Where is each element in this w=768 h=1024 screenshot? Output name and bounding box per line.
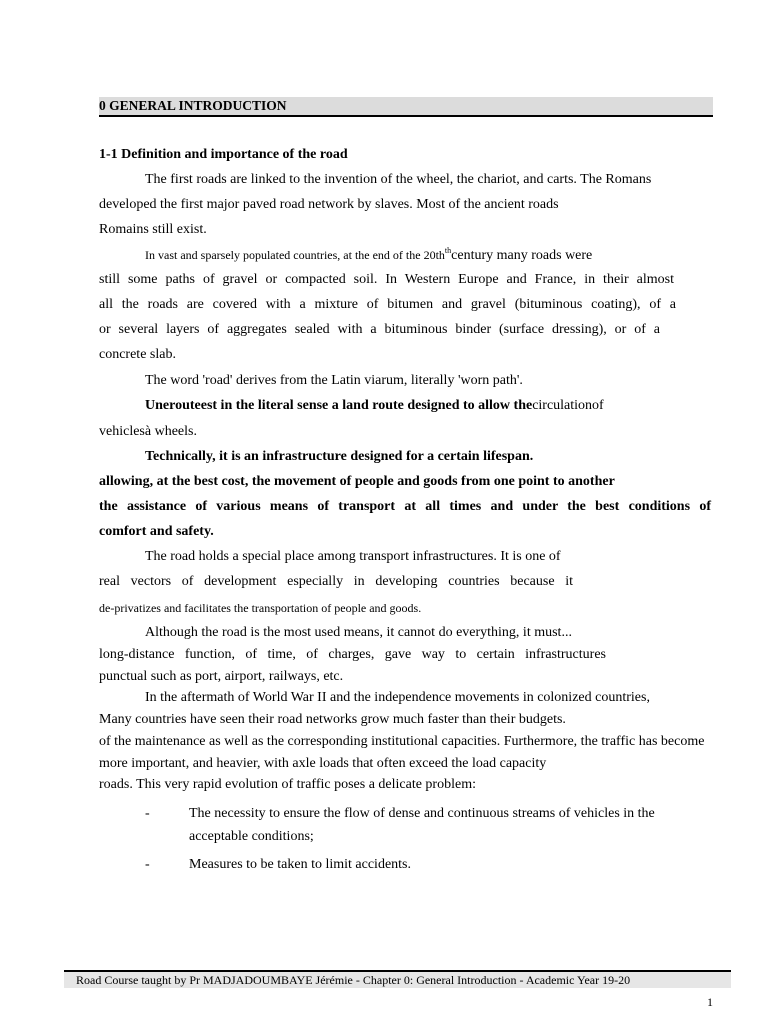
paragraph-line: comfort and safety.	[99, 524, 214, 539]
paragraph-line: vehiclesà wheels.	[99, 424, 197, 439]
paragraph-line: still some paths of gravel or compacted soil. In Western Europe and France, in their almost	[99, 272, 674, 287]
paragraph-line: de-privatizes and facilitates the transportation of people and goods.	[99, 601, 422, 615]
bold-part: Unerouteest in the literal sense a land route designed to allow the	[145, 398, 533, 413]
paragraph-line: long-distance function, of time, of charges, gave way to certain infrastructures	[99, 647, 606, 662]
bullet-item-text: Measures to be taken to limit accidents.	[189, 857, 411, 872]
paragraph-line: The first roads are linked to the invention of the wheel, the chariot, and carts. The Romans	[145, 172, 652, 187]
paragraph-line	[145, 246, 592, 265]
paragraph-line: the assistance of various means of transport at all times and under the best conditions of	[99, 499, 711, 514]
paragraph-line-small-part: In vast and sparsely populated countries, at the end of the 20th	[145, 248, 445, 262]
paragraph-line-part: century many roads were	[451, 248, 593, 263]
paragraph-line: Technically, it is an infrastructure designed for a certain lifespan.	[145, 449, 534, 464]
paragraph-line: or several layers of aggregates sealed with a bituminous binder (surface dressing), or of a	[99, 322, 660, 337]
paragraph-line: of the maintenance as well as the corresponding institutional capacities. Furthermore, the traffic has become	[99, 734, 705, 749]
bullet-marker: -	[145, 857, 150, 872]
paragraph-line: allowing, at the best cost, the movement of people and goods from one point to another	[99, 474, 615, 489]
superscript: th	[444, 246, 452, 255]
paragraph-line: Although the road is the most used means, it cannot do everything, it must...	[145, 625, 572, 640]
paragraph-line: concrete slab.	[99, 347, 176, 362]
paragraph-line: The word 'road' derives from the Latin viarum, literally 'worn path'.	[145, 373, 523, 388]
paragraph-line: Romains still exist.	[99, 222, 207, 237]
paragraph-line: The road holds a special place among transport infrastructures. It is one of	[145, 549, 561, 564]
page-number: 1	[707, 995, 713, 1009]
paragraph-line: more important, and heavier, with axle loads that often exceed the load capacity	[99, 756, 547, 771]
paragraph-line: In the aftermath of World War II and the independence movements in colonized countries,	[145, 690, 650, 705]
footer-text: Road Course taught by Pr MADJADOUMBAYE Jérémie - Chapter 0: General Introduction - Academic Year 19-20	[76, 973, 631, 987]
regular-part: circulationof	[532, 398, 604, 413]
paragraph-line	[145, 397, 604, 415]
chapter-title: 0 GENERAL INTRODUCTION	[99, 98, 287, 113]
paragraph-line: roads. This very rapid evolution of traffic poses a delicate problem:	[99, 777, 476, 792]
bullet-marker: -	[145, 806, 150, 821]
bullet-item-text-continued: acceptable conditions;	[189, 829, 314, 844]
paragraph-line: Many countries have seen their road networks grow much faster than their budgets.	[99, 712, 566, 727]
paragraph-line: developed the first major paved road network by slaves. Most of the ancient roads	[99, 197, 559, 212]
paragraph-line: punctual such as port, airport, railways, etc.	[99, 669, 344, 684]
bullet-item-text: The necessity to ensure the flow of dense and continuous streams of vehicles in the	[189, 806, 655, 821]
paragraph-line: all the roads are covered with a mixture of bitumen and gravel (bituminous coating), of a	[99, 297, 676, 312]
chapter-title-bar	[99, 97, 713, 117]
paragraph-line: real vectors of development especially in developing countries because it	[99, 574, 573, 589]
section-heading: 1-1 Definition and importance of the road	[99, 147, 348, 162]
